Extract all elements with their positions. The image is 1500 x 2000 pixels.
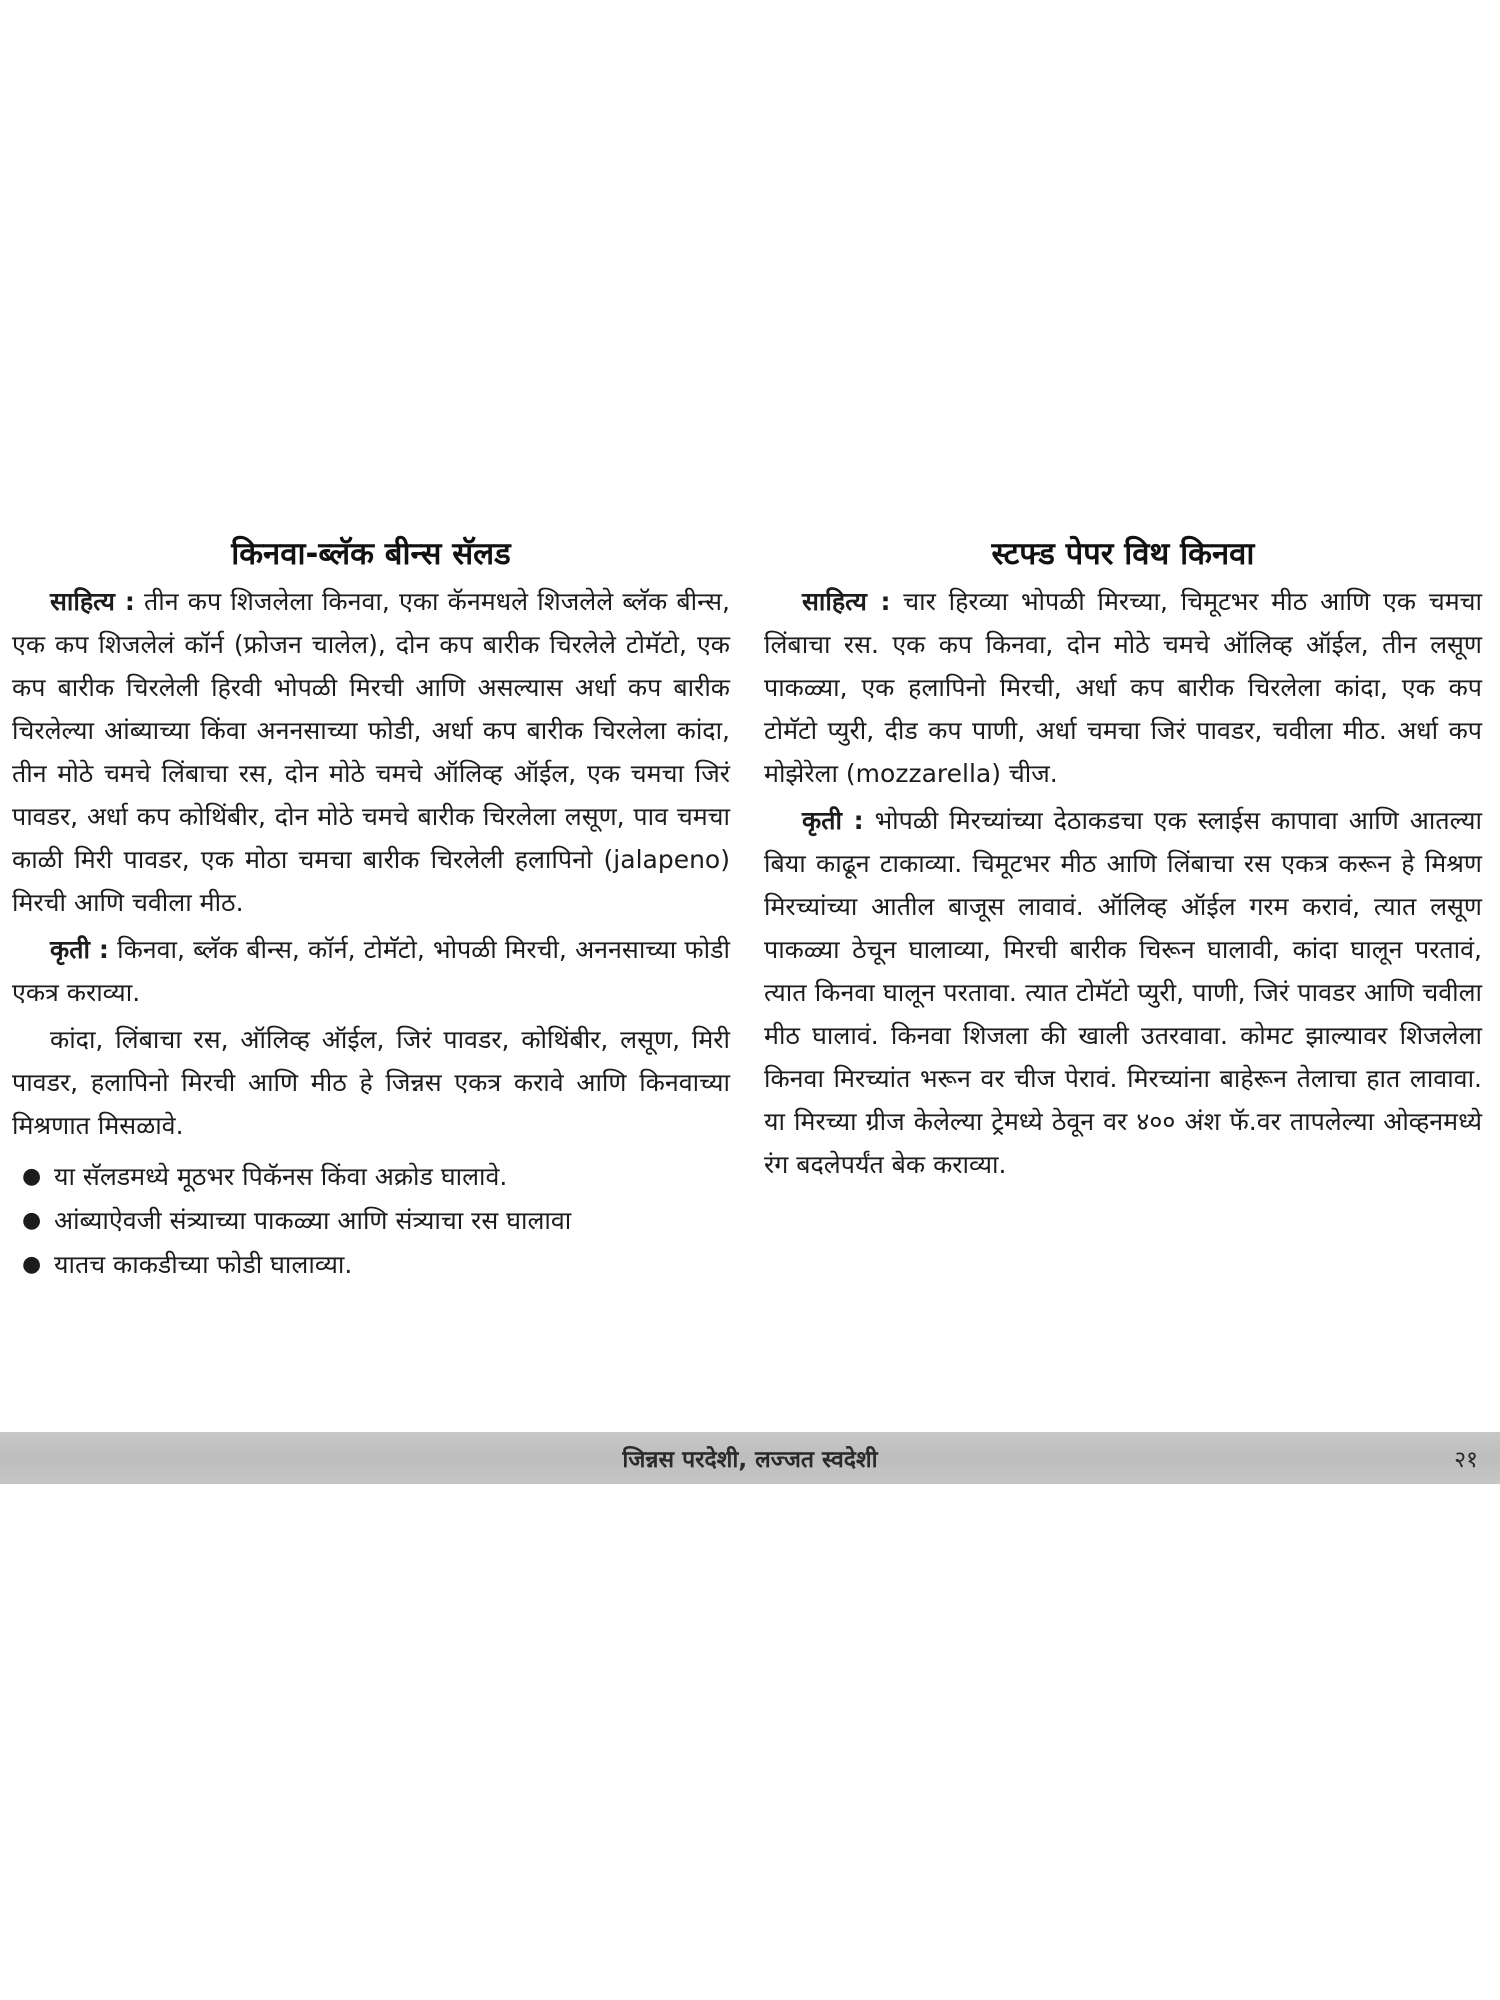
left-recipe-column — [12, 530, 730, 1287]
tip-item — [22, 1155, 730, 1199]
left-ingredients-label: साहित्य : — [50, 587, 135, 616]
left-recipe-title: किनवा-ब्लॅक बीन्स सॅलड — [231, 536, 511, 572]
right-method-text: भोपळी मिरच्यांच्या देठाकडचा एक स्लाईस कापावा आणि आतल्या बिया काढून टाकाव्या. चिमूटभर मीठ आणि लिंबाचा रस एकत्र करून हे मिश्रण मिरच्यांच्या आतील बाजूस लावावं. ऑलिव्ह ऑईल गरम करावं, त्यात लसूण पाकळ्या ठेचून घालाव्या, मिरची बारीक चिरून घालावी, कांदा घालून परतावं, त्यात किनवा घालून परतावा. त्यात टोमॅटो प्युरी, पाणी, जिरं पावडर आणि चवीला मीठ घालावं. किनवा शिजला की खाली उतरवावा. कोमट झाल्यावर शिजलेला किनवा मिरच्यांत भरून वर चीज पेरावं. मिरच्यांना बाहेरून तेलाचा हात लावावा. या मिरच्या ग्रीज केलेल्या ट्रेमध्ये ठेवून वर ४०० अंश फॅ.वर तापलेल्या ओव्हनमध्ये रंग बदलेपर्यंत बेक कराव्या. — [764, 806, 1482, 1179]
left-ingredients-paragraph — [12, 580, 730, 924]
tip-item — [22, 1199, 730, 1243]
left-method-paragraph-2: कांदा, लिंबाचा रस, ऑलिव्ह ऑईल, जिरं पावडर, कोथिंबीर, लसूण, मिरी पावडर, हलापिनो मिरची आणि मीठ हे जिन्नस एकत्र करावे आणि किनवाच्या मिश्रणात मिसळावे. — [12, 1025, 730, 1140]
right-method-paragraph — [764, 799, 1482, 1186]
bullet-icon: ● — [22, 1164, 42, 1189]
left-method-text: किनवा, ब्लॅक बीन्स, कॉर्न, टोमॅटो, भोपळी मिरची, अननसाच्या फोडी एकत्र कराव्या. — [12, 935, 730, 1007]
left-tips-list — [12, 1155, 730, 1287]
bullet-icon: ● — [22, 1208, 42, 1233]
tip-text: आंब्याऐवजी संत्र्याच्या पाकळ्या आणि संत्र्याचा रस घालावा — [54, 1206, 572, 1235]
right-recipe-title: स्टफ्ड पेपर विथ किनवा — [991, 536, 1255, 572]
footer-book-title: जिन्नस परदेशी, लज्जत स्वदेशी — [622, 1447, 878, 1473]
right-ingredients-label: साहित्य : — [802, 587, 891, 616]
right-ingredients-text: चार हिरव्या भोपळी मिरच्या, चिमूटभर मीठ आणि एक चमचा लिंबाचा रस. एक कप किनवा, दोन मोठे चमचे ऑलिव्ह ऑईल, तीन लसूण पाकळ्या, एक हलापिनो मिरची, अर्धा कप बारीक चिरलेला कांदा, एक कप टोमॅटो प्युरी, दीड कप पाणी, अर्धा चमचा जिरं पावडर, चवीला मीठ. अर्धा कप मोझेरेला (mozzarella) चीज. — [764, 587, 1482, 788]
tip-item — [22, 1243, 730, 1287]
right-ingredients-paragraph — [764, 580, 1482, 795]
tip-text: या सॅलडमध्ये मूठभर पिकॅनस किंवा अक्रोड घालावे. — [54, 1162, 508, 1191]
page-number: २१ — [1454, 1447, 1478, 1473]
right-method-label: कृती : — [802, 806, 864, 835]
left-method-paragraph — [12, 928, 730, 1014]
left-method-label: कृती : — [50, 935, 109, 964]
bullet-icon: ● — [22, 1252, 42, 1277]
page-footer — [0, 1432, 1500, 1484]
right-recipe-column — [764, 530, 1482, 1190]
tip-text: यातच काकडीच्या फोडी घालाव्या. — [54, 1250, 353, 1279]
left-ingredients-text: तीन कप शिजलेला किनवा, एका कॅनमधले शिजलेले ब्लॅक बीन्स, एक कप शिजलेलं कॉर्न (फ्रोजन चालेल), दोन कप बारीक चिरलेले टोमॅटो, एक कप बारीक चिरलेली हिरवी भोपळी मिरची आणि असल्यास अर्धा कप बारीक चिरलेल्या आंब्याच्या किंवा अननसाच्या फोडी, अर्धा कप बारीक चिरलेला कांदा, तीन मोठे चमचे लिंबाचा रस, दोन मोठे चमचे ऑलिव्ह ऑईल, एक चमचा जिरं पावडर, अर्धा कप कोथिंबीर, दोन मोठे चमचे बारीक चिरलेला लसूण, पाव चमचा काळी मिरी पावडर, एक मोठा चमचा बारीक चिरलेली हलापिनो (jalapeno) मिरची आणि चवीला मीठ. — [12, 587, 730, 917]
